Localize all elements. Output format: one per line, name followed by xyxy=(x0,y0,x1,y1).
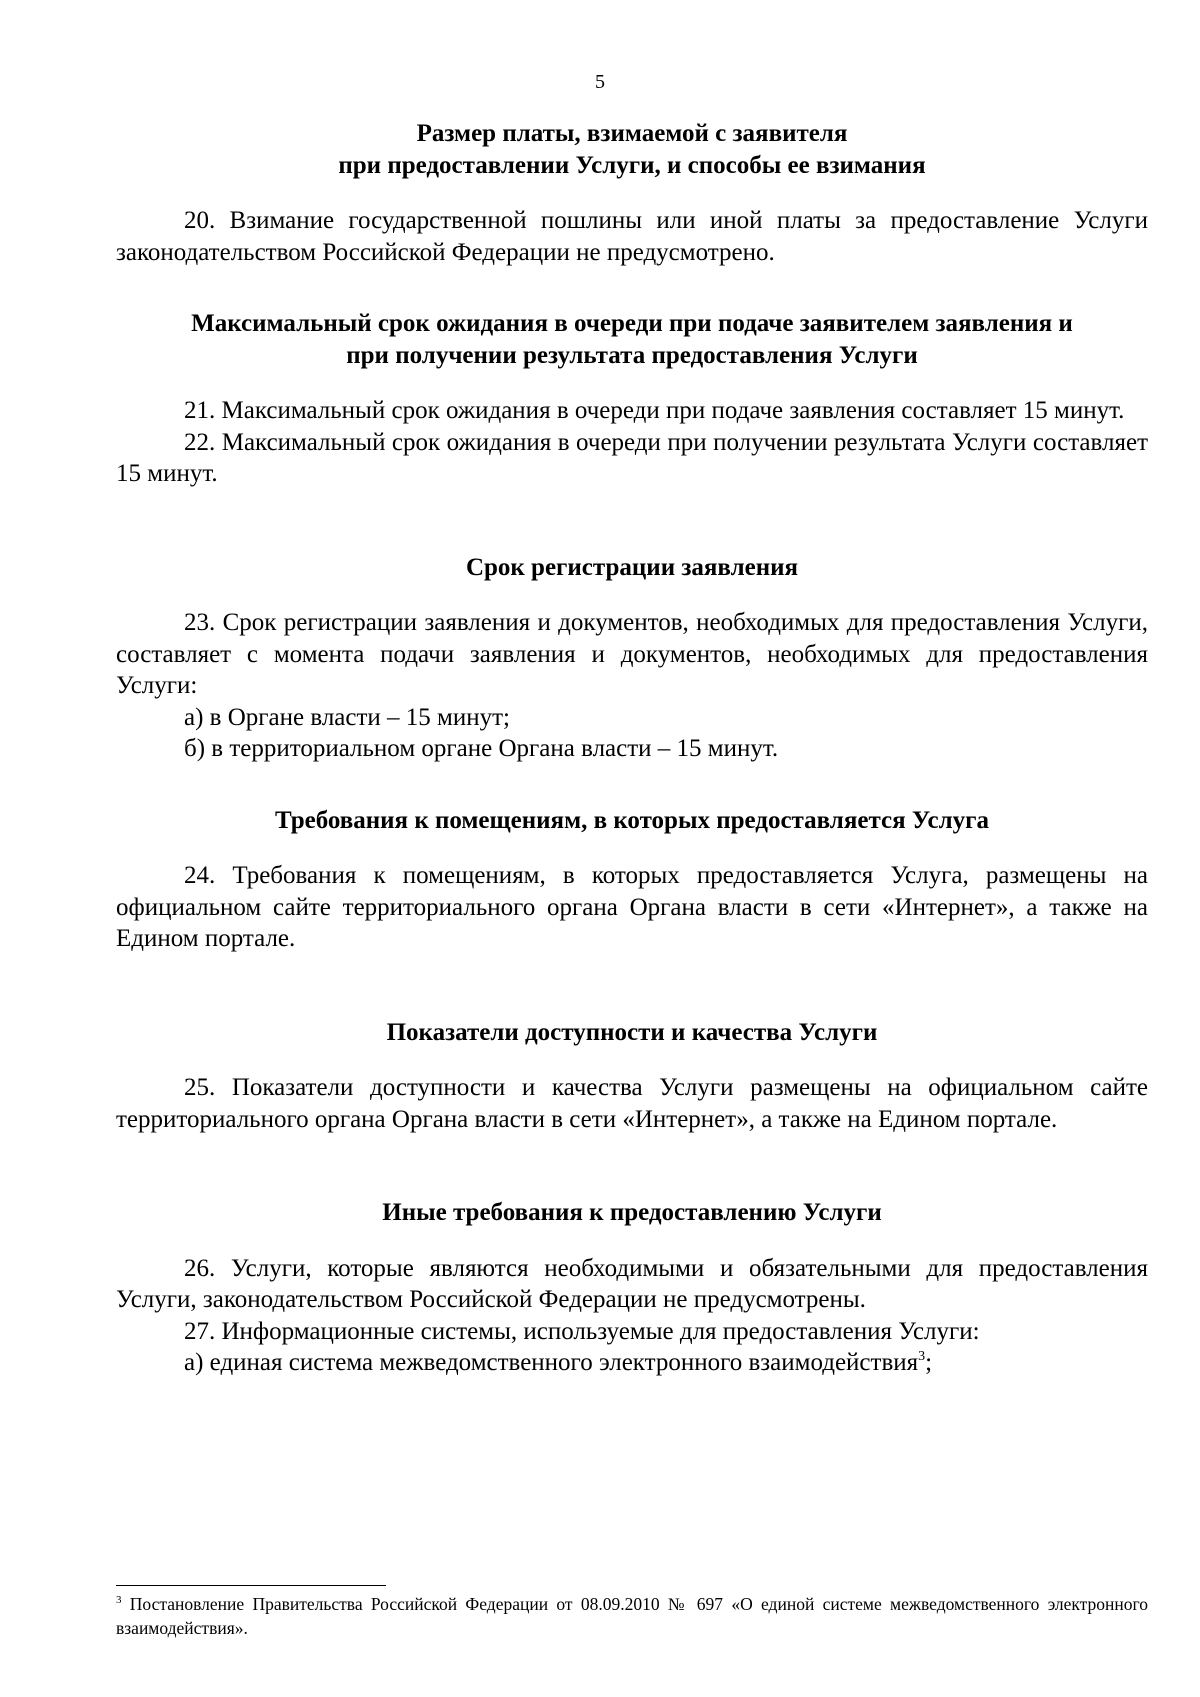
section-premises xyxy=(116,805,1148,955)
section-queue-time xyxy=(116,308,1148,490)
list-item-text: а) единая система межведомственного электронного взаимодействия xyxy=(184,1349,919,1376)
section-heading: Размер платы, взимаемой с заявителя xyxy=(416,120,848,147)
paragraph-23: 23. Срок регистрации заявления и документов, необходимых для предоставления Услуги, составляет с момента подачи заявления и документов, необходимых для предоставления Услуги: xyxy=(116,609,1148,699)
list-item: а) в Органе власти – 15 минут; xyxy=(184,703,511,731)
page-number: 5 xyxy=(595,71,605,93)
footnote-reference[interactable]: 3 xyxy=(918,1349,926,1364)
section-heading: при предоставлении Услуги, и способы ее взимания xyxy=(338,151,926,179)
section-registration xyxy=(116,552,1148,765)
paragraph-26: 26. Услуги, которые являются необходимыми и обязательными для предоставления Услуги, законодательством Российской Федерации не предусмотрены. xyxy=(116,1254,1148,1313)
paragraph-21: 21. Максимальный срок ожидания в очереди при подаче заявления составляет 15 минут. xyxy=(184,397,1125,424)
section-quality xyxy=(116,1017,1148,1136)
section-heading: Максимальный срок ожидания в очереди при подаче заявителем заявления и xyxy=(191,310,1073,337)
paragraph-20: 20. Взимание государственной пошлины или иной платы за предоставление Услуги законодательством Российской Федерации не предусмотрено. xyxy=(116,207,1148,266)
section-heading: Срок регистрации заявления xyxy=(465,553,799,581)
footnote-text: Постановление Правительства Российской Федерации от 08.09.2010 № 697 «О единой системе межведомственного электронного взаимодействия». xyxy=(116,1594,1148,1638)
footnote xyxy=(116,1592,1148,1640)
section-fee xyxy=(116,118,1148,268)
footnote-separator xyxy=(116,1585,386,1586)
paragraph-25: 25. Показатели доступности и качества Услуги размещены на официальном сайте территориального органа Органа власти в сети «Интернет», а также на Едином портале. xyxy=(116,1074,1148,1133)
section-heading: Иные требования к предоставлению Услуги xyxy=(382,1199,882,1226)
paragraph-22: 22. Максимальный срок ожидания в очереди при получении результата Услуги составляет 15 минут. xyxy=(116,428,1148,487)
section-heading: Требования к помещениям, в которых предоставляется Услуга xyxy=(274,806,990,834)
section-heading: Показатели доступности и качества Услуги xyxy=(386,1018,878,1046)
footnote-mark: 3 xyxy=(116,1594,122,1606)
document-body xyxy=(116,118,1148,1379)
list-item xyxy=(116,1347,1148,1379)
list-item: б) в территориальном органе Органа власти – 15 минут. xyxy=(184,735,779,762)
list-item-tail: ; xyxy=(925,1349,933,1376)
section-other-requirements xyxy=(116,1197,1148,1379)
paragraph-27: 27. Информационные системы, используемые для предоставления Услуги: xyxy=(184,1317,980,1345)
paragraph-24: 24. Требования к помещениям, в которых предоставляется Услуга, размещены на официальном сайте территориального органа Органа власти в сети «Интернет», а также на Едином портале. xyxy=(116,862,1148,952)
section-heading: при получении результата предоставления Услуги xyxy=(346,341,918,369)
